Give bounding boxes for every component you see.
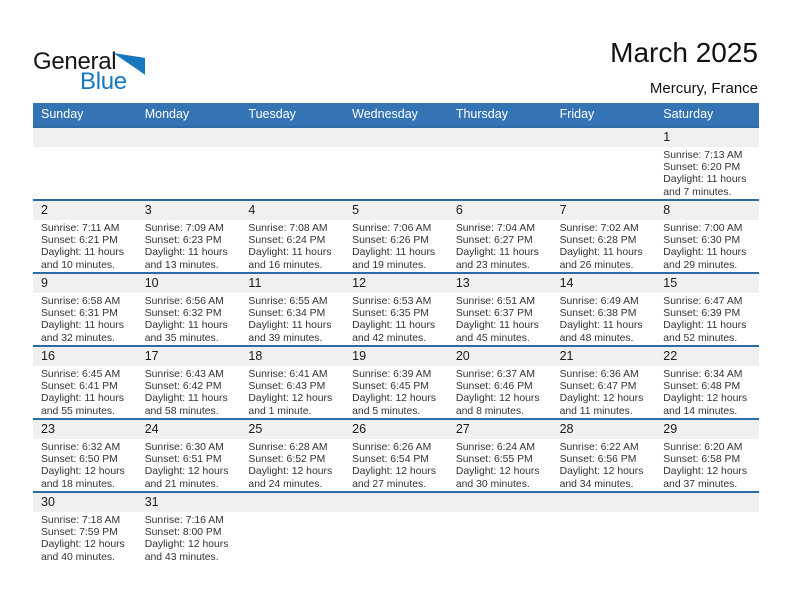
sunrise-line: Sunrise: 6:32 AM — [41, 442, 121, 453]
weekday-header-cell: Saturday — [663, 107, 714, 121]
day-details — [448, 439, 552, 491]
day-cell — [552, 347, 656, 418]
day-details — [137, 439, 241, 491]
day-details — [552, 366, 656, 418]
empty-day-cell — [344, 128, 448, 199]
daylight-line-2: and 5 minutes. — [352, 405, 421, 417]
daylight-line: Daylight: 12 hours — [41, 466, 125, 478]
sunset-line: Sunset: 6:41 PM — [41, 381, 118, 393]
day-details — [448, 147, 552, 150]
daylight-line: Daylight: 11 hours — [144, 320, 228, 332]
day-details — [137, 147, 241, 150]
day-details — [33, 293, 137, 345]
daylight-line: Daylight: 11 hours — [144, 393, 228, 405]
day-cell — [448, 201, 552, 272]
daylight-line: Daylight: 11 hours — [248, 247, 332, 259]
title-block — [610, 38, 758, 97]
sunrise-line: Sunrise: 7:06 AM — [352, 223, 432, 234]
daylight-line-2: and 18 minutes. — [41, 478, 115, 490]
day-details — [240, 366, 344, 418]
location-subtitle: Mercury, France — [649, 79, 758, 97]
day-details — [344, 366, 448, 418]
day-cell — [240, 420, 344, 491]
day-number — [240, 128, 344, 147]
day-number — [448, 493, 552, 512]
sunset-line: Sunset: 6:27 PM — [455, 235, 533, 247]
day-cell — [33, 347, 137, 418]
daylight-line: Daylight: 11 hours — [559, 247, 643, 259]
sunset-line: Sunset: 6:28 PM — [559, 235, 637, 247]
day-cell — [552, 420, 656, 491]
day-details — [552, 439, 656, 491]
sunset-line: Sunset: 8:00 PM — [144, 527, 222, 539]
weekday-header-cell: Monday — [144, 107, 190, 121]
daylight-line-2: and 14 minutes. — [663, 405, 738, 417]
daylight-line-2: and 45 minutes. — [455, 332, 530, 344]
day-details — [655, 439, 759, 491]
day-number: 29 — [655, 420, 759, 439]
day-details — [137, 366, 241, 418]
day-details — [33, 439, 137, 491]
day-number — [344, 128, 448, 147]
daylight-line-2: and 16 minutes. — [248, 259, 323, 271]
day-details — [448, 220, 552, 272]
day-number: 20 — [448, 347, 552, 366]
sunrise-line: Sunrise: 7:16 AM — [144, 515, 224, 526]
daylight-line-2: and 7 minutes. — [663, 186, 732, 198]
week-row — [33, 491, 759, 564]
day-details — [137, 293, 241, 345]
day-number: 23 — [33, 420, 137, 439]
daylight-line-2: and 29 minutes. — [663, 259, 738, 271]
weekday-header-cell: Tuesday — [248, 107, 296, 121]
sunset-line: Sunset: 6:58 PM — [663, 454, 741, 466]
sunrise-line: Sunrise: 6:49 AM — [559, 296, 639, 307]
daylight-line-2: and 11 minutes. — [559, 405, 633, 417]
daylight-line-2: and 37 minutes. — [663, 478, 738, 490]
sunrise-line: Sunrise: 7:11 AM — [41, 223, 120, 234]
daylight-line: Daylight: 12 hours — [559, 466, 644, 478]
sunrise-line: Sunrise: 6:58 AM — [41, 296, 121, 307]
sunset-line: Sunset: 6:43 PM — [248, 381, 326, 393]
daylight-line-2: and 40 minutes. — [41, 551, 115, 563]
day-details — [344, 147, 448, 150]
daylight-line: Daylight: 12 hours — [41, 539, 125, 551]
daylight-line-2: and 8 minutes. — [455, 405, 525, 417]
day-number — [240, 493, 344, 512]
daylight-line: Daylight: 11 hours — [663, 247, 747, 259]
sunset-line: Sunset: 6:21 PM — [41, 235, 118, 247]
daylight-line: Daylight: 11 hours — [41, 393, 124, 405]
sunrise-line: Sunrise: 7:00 AM — [663, 223, 743, 234]
sunset-line: Sunset: 6:39 PM — [663, 308, 741, 320]
day-cell — [655, 420, 759, 491]
day-details — [137, 220, 241, 272]
daylight-line: Daylight: 12 hours — [352, 466, 436, 478]
sunrise-line: Sunrise: 6:45 AM — [41, 369, 121, 380]
sunrise-line: Sunrise: 6:51 AM — [455, 296, 535, 307]
sunrise-line: Sunrise: 7:09 AM — [144, 223, 224, 234]
daylight-line-2: and 26 minutes. — [559, 259, 634, 271]
empty-day-cell — [448, 493, 552, 564]
sunrise-line: Sunrise: 6:22 AM — [559, 442, 639, 453]
calendar-table — [33, 103, 759, 564]
daylight-line-2: and 19 minutes. — [352, 259, 427, 271]
day-details — [33, 147, 137, 150]
day-number: 12 — [344, 274, 448, 293]
day-cell — [448, 420, 552, 491]
sunrise-line: Sunrise: 6:41 AM — [248, 369, 328, 380]
day-cell — [240, 347, 344, 418]
day-number — [33, 128, 137, 147]
weekday-header-cell: Thursday — [455, 107, 508, 121]
day-number: 6 — [448, 201, 552, 220]
weekday-header-cell: Wednesday — [352, 107, 418, 121]
daylight-line-2: and 32 minutes. — [41, 332, 115, 344]
sunrise-line: Sunrise: 7:08 AM — [248, 223, 328, 234]
sunset-line: Sunset: 6:47 PM — [559, 381, 637, 393]
day-cell — [655, 128, 759, 199]
day-cell — [344, 274, 448, 345]
sunrise-line: Sunrise: 6:30 AM — [144, 442, 224, 453]
calendar-weeks — [33, 126, 759, 564]
daylight-line: Daylight: 12 hours — [248, 393, 333, 405]
sunset-line: Sunset: 6:48 PM — [663, 381, 741, 393]
empty-day-cell — [344, 493, 448, 564]
day-details — [552, 512, 656, 515]
weekday-header-row — [33, 103, 759, 126]
empty-day-cell — [448, 128, 552, 199]
day-number: 31 — [137, 493, 241, 512]
sunrise-line: Sunrise: 7:13 AM — [663, 150, 743, 161]
empty-day-cell — [137, 128, 241, 199]
daylight-line-2: and 21 minutes. — [144, 478, 219, 490]
logo-text-general: General — [33, 48, 117, 75]
sunrise-line: Sunrise: 6:20 AM — [663, 442, 743, 453]
week-row — [33, 272, 759, 345]
daylight-line: Daylight: 12 hours — [144, 539, 229, 551]
sunset-line: Sunset: 6:45 PM — [352, 381, 429, 393]
day-cell — [33, 274, 137, 345]
day-details — [240, 220, 344, 272]
weekday-header-cell: Friday — [559, 107, 595, 121]
day-number: 17 — [137, 347, 241, 366]
day-cell — [344, 201, 448, 272]
weekday-header-cell: Sunday — [41, 107, 84, 121]
sunset-line: Sunset: 6:52 PM — [248, 454, 326, 466]
daylight-line-2: and 1 minute. — [248, 405, 312, 417]
day-number: 22 — [655, 347, 759, 366]
sunset-line: Sunset: 6:42 PM — [144, 381, 222, 393]
sunset-line: Sunset: 6:51 PM — [144, 454, 222, 466]
day-details — [448, 293, 552, 345]
daylight-line: Daylight: 11 hours — [559, 320, 643, 332]
sunset-line: Sunset: 6:32 PM — [144, 308, 222, 320]
daylight-line: Daylight: 11 hours — [248, 320, 332, 332]
day-number: 4 — [240, 201, 344, 220]
day-details — [137, 512, 241, 564]
day-cell — [240, 201, 344, 272]
sunset-line: Sunset: 6:38 PM — [559, 308, 637, 320]
day-details — [33, 512, 137, 564]
empty-day-cell — [655, 493, 759, 564]
daylight-line-2: and 30 minutes. — [455, 478, 530, 490]
sunset-line: Sunset: 6:54 PM — [352, 454, 429, 466]
daylight-line-2: and 10 minutes. — [41, 259, 115, 271]
sunrise-line: Sunrise: 6:55 AM — [248, 296, 328, 307]
day-details — [344, 293, 448, 345]
sunrise-line: Sunrise: 6:37 AM — [455, 369, 535, 380]
day-number — [552, 493, 656, 512]
daylight-line: Daylight: 12 hours — [663, 466, 748, 478]
week-row — [33, 199, 759, 272]
day-number: 5 — [344, 201, 448, 220]
day-details — [655, 366, 759, 418]
sunrise-line: Sunrise: 6:34 AM — [663, 369, 743, 380]
day-details — [448, 512, 552, 515]
sunset-line: Sunset: 7:59 PM — [41, 527, 118, 539]
sunrise-line: Sunrise: 6:56 AM — [144, 296, 224, 307]
day-number: 19 — [344, 347, 448, 366]
day-details — [655, 293, 759, 345]
day-cell — [448, 274, 552, 345]
day-number: 14 — [552, 274, 656, 293]
day-details — [655, 220, 759, 272]
day-cell — [33, 201, 137, 272]
day-details — [655, 147, 759, 199]
daylight-line: Daylight: 11 hours — [455, 320, 539, 332]
daylight-line: Daylight: 11 hours — [41, 247, 124, 259]
day-number: 8 — [655, 201, 759, 220]
daylight-line-2: and 39 minutes. — [248, 332, 323, 344]
daylight-line: Daylight: 11 hours — [455, 247, 539, 259]
daylight-line: Daylight: 12 hours — [352, 393, 436, 405]
daylight-line: Daylight: 12 hours — [144, 466, 229, 478]
day-number: 26 — [344, 420, 448, 439]
day-cell — [137, 493, 241, 564]
day-cell — [655, 201, 759, 272]
daylight-line-2: and 35 minutes. — [144, 332, 219, 344]
empty-day-cell — [240, 128, 344, 199]
empty-day-cell — [33, 128, 137, 199]
sunset-line: Sunset: 6:56 PM — [559, 454, 637, 466]
daylight-line-2: and 34 minutes. — [559, 478, 634, 490]
day-details — [552, 220, 656, 272]
daylight-line: Daylight: 12 hours — [248, 466, 333, 478]
day-number: 15 — [655, 274, 759, 293]
empty-day-cell — [552, 128, 656, 199]
day-number: 27 — [448, 420, 552, 439]
day-number: 25 — [240, 420, 344, 439]
day-cell — [137, 420, 241, 491]
sunset-line: Sunset: 6:31 PM — [41, 308, 118, 320]
sunrise-line: Sunrise: 6:36 AM — [559, 369, 639, 380]
month-title: March 2025 — [610, 37, 758, 68]
day-number: 3 — [137, 201, 241, 220]
daylight-line: Daylight: 11 hours — [352, 247, 436, 259]
day-cell — [448, 347, 552, 418]
day-cell — [344, 347, 448, 418]
day-number: 18 — [240, 347, 344, 366]
day-cell — [655, 347, 759, 418]
day-cell — [344, 420, 448, 491]
sunrise-line: Sunrise: 6:26 AM — [352, 442, 432, 453]
day-cell — [33, 493, 137, 564]
daylight-line-2: and 55 minutes. — [41, 405, 115, 417]
day-cell — [137, 201, 241, 272]
day-number — [137, 128, 241, 147]
sunset-line: Sunset: 6:55 PM — [455, 454, 533, 466]
daylight-line-2: and 42 minutes. — [352, 332, 427, 344]
day-number: 21 — [552, 347, 656, 366]
empty-day-cell — [240, 493, 344, 564]
sunset-line: Sunset: 6:35 PM — [352, 308, 429, 320]
sunset-line: Sunset: 6:46 PM — [455, 381, 533, 393]
daylight-line-2: and 23 minutes. — [455, 259, 530, 271]
daylight-line: Daylight: 12 hours — [559, 393, 644, 405]
day-details — [240, 147, 344, 150]
empty-day-cell — [552, 493, 656, 564]
daylight-line: Daylight: 11 hours — [663, 174, 747, 186]
daylight-line-2: and 48 minutes. — [559, 332, 634, 344]
sunrise-line: Sunrise: 6:39 AM — [352, 369, 432, 380]
day-cell — [240, 274, 344, 345]
day-cell — [552, 274, 656, 345]
sunset-line: Sunset: 6:24 PM — [248, 235, 326, 247]
daylight-line-2: and 24 minutes. — [248, 478, 323, 490]
day-number: 7 — [552, 201, 656, 220]
day-number — [344, 493, 448, 512]
daylight-line-2: and 27 minutes. — [352, 478, 427, 490]
sunset-line: Sunset: 6:30 PM — [663, 235, 741, 247]
day-details — [552, 293, 656, 345]
daylight-line: Daylight: 11 hours — [352, 320, 436, 332]
day-details — [344, 220, 448, 272]
sunset-line: Sunset: 6:50 PM — [41, 454, 118, 466]
week-row — [33, 126, 759, 199]
sunrise-line: Sunrise: 7:02 AM — [559, 223, 639, 234]
sunset-line: Sunset: 6:37 PM — [455, 308, 533, 320]
day-number — [552, 128, 656, 147]
sunrise-line: Sunrise: 6:53 AM — [352, 296, 432, 307]
day-number: 1 — [655, 128, 759, 147]
daylight-line: Daylight: 11 hours — [663, 320, 747, 332]
day-details — [33, 220, 137, 272]
day-cell — [655, 274, 759, 345]
sunset-line: Sunset: 6:20 PM — [663, 162, 741, 174]
sunset-line: Sunset: 6:23 PM — [144, 235, 222, 247]
day-details — [33, 366, 137, 418]
day-cell — [137, 274, 241, 345]
daylight-line-2: and 52 minutes. — [663, 332, 738, 344]
sunset-line: Sunset: 6:34 PM — [248, 308, 326, 320]
general-blue-logo — [33, 50, 145, 94]
day-number: 30 — [33, 493, 137, 512]
day-number: 16 — [33, 347, 137, 366]
daylight-line: Daylight: 11 hours — [41, 320, 124, 332]
sunrise-line: Sunrise: 7:04 AM — [455, 223, 535, 234]
week-row — [33, 418, 759, 491]
day-details — [344, 512, 448, 515]
daylight-line-2: and 43 minutes. — [144, 551, 219, 563]
day-details — [240, 293, 344, 345]
sunrise-line: Sunrise: 6:28 AM — [248, 442, 328, 453]
sunset-line: Sunset: 6:26 PM — [352, 235, 429, 247]
daylight-line-2: and 58 minutes. — [144, 405, 219, 417]
day-number: 10 — [137, 274, 241, 293]
day-cell — [137, 347, 241, 418]
daylight-line: Daylight: 11 hours — [144, 247, 228, 259]
week-row — [33, 345, 759, 418]
day-number: 2 — [33, 201, 137, 220]
day-details — [344, 439, 448, 491]
daylight-line: Daylight: 12 hours — [455, 466, 540, 478]
daylight-line-2: and 13 minutes. — [144, 259, 219, 271]
day-number: 24 — [137, 420, 241, 439]
sunrise-line: Sunrise: 6:47 AM — [663, 296, 743, 307]
day-number — [655, 493, 759, 512]
sunrise-line: Sunrise: 6:43 AM — [144, 369, 224, 380]
day-number: 28 — [552, 420, 656, 439]
day-cell — [33, 420, 137, 491]
day-number: 13 — [448, 274, 552, 293]
day-details — [448, 366, 552, 418]
day-cell — [552, 201, 656, 272]
day-details — [552, 147, 656, 150]
day-number: 9 — [33, 274, 137, 293]
logo-text-blue: Blue — [80, 68, 127, 95]
day-number — [448, 128, 552, 147]
sunrise-line: Sunrise: 6:24 AM — [455, 442, 535, 453]
sunrise-line: Sunrise: 7:18 AM — [41, 515, 121, 526]
day-number: 11 — [240, 274, 344, 293]
daylight-line: Daylight: 12 hours — [663, 393, 748, 405]
day-details — [655, 512, 759, 515]
daylight-line: Daylight: 12 hours — [455, 393, 540, 405]
day-details — [240, 439, 344, 491]
day-details — [240, 512, 344, 515]
